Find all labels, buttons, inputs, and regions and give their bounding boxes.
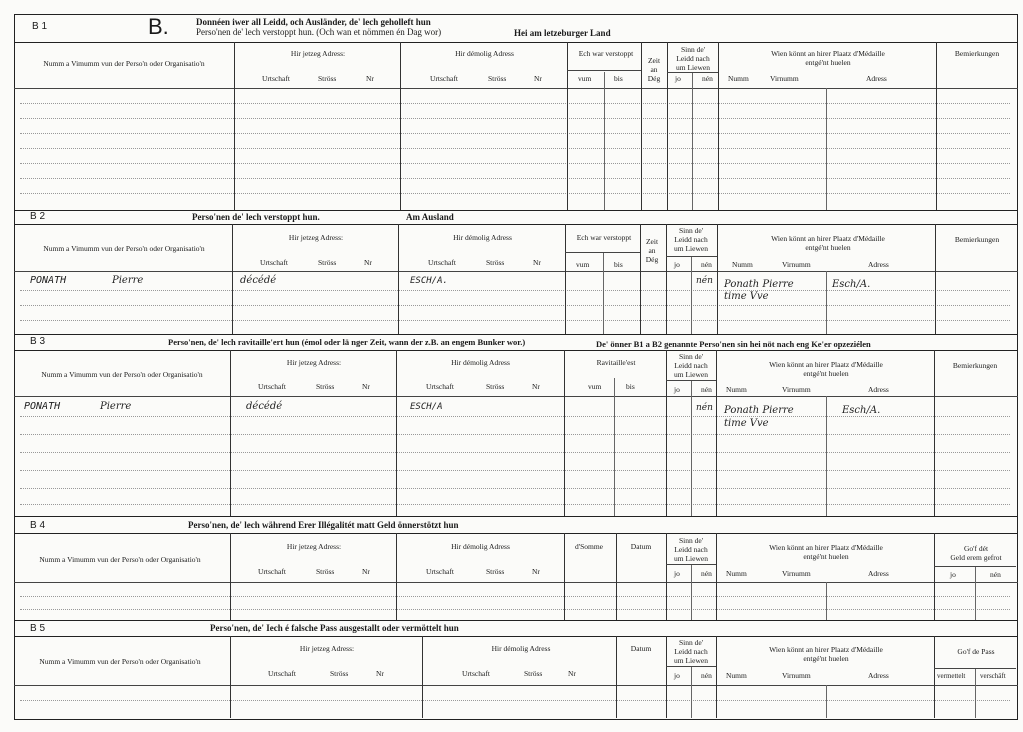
b2-col-hidden: Ech war verstoppt <box>576 233 632 242</box>
b3-col-ravit: Ravitaille'est <box>596 358 636 367</box>
b2-col-time-2: an <box>648 246 656 255</box>
b5-sub-stross-2: Ströss <box>524 669 543 678</box>
b2-title: Perso'nen de' lech verstoppt hun. <box>192 212 320 222</box>
b3-sub-bis: bis <box>626 382 635 391</box>
b1-col-info-2: entgé'nt huelen <box>805 58 851 67</box>
b2-sub-nr-1: Nr <box>364 258 372 267</box>
b2-entry-rec-addr: Esch/A. <box>832 279 871 290</box>
b4-sub-stross-2: Ströss <box>486 567 505 576</box>
b2-entry-rec-first: time Vve <box>724 291 769 302</box>
b1-col-alive-2: Leidd nach <box>676 54 710 63</box>
b1-col-alive-1: Sinn de' <box>680 45 706 54</box>
b3-col-name: Numm a Vimumm vun der Perso'n oder Organisatio'n <box>41 370 203 379</box>
b4-col-somme: d'Somme <box>574 542 604 551</box>
b5-sub-numm: Numm <box>726 671 747 680</box>
b3-col-alive-3: um Liewen <box>674 370 708 379</box>
b2-sub-nr-2: Nr <box>533 258 541 267</box>
b3-entry-alive: nén <box>696 403 713 413</box>
b1-col-hidden: Ech war verstoppt <box>578 49 634 58</box>
b5-col-alive-2: Leidd nach <box>674 647 708 656</box>
b2-col-info-1: Wien könnt an hirer Plaatz d'Médaille <box>771 234 885 243</box>
b1-sub-vum: vum <box>578 74 592 83</box>
b1-col-time-3: Dég <box>647 74 661 83</box>
section-code-b2: B 2 <box>30 211 46 222</box>
b1-sub-stross-1: Ströss <box>318 74 337 83</box>
b3-sub-adress: Adress <box>868 385 889 394</box>
b5-sub-jo: jo <box>674 671 680 680</box>
b4-sub-nr-2: Nr <box>532 567 540 576</box>
b5-col-addr-old: Hir démolig Adress <box>491 644 551 653</box>
b1-title-line1: Donnéen iwer all Leidd, och Ausländer, de' lech geholleft hun <box>196 17 431 27</box>
b4-sub-urtschaft-1: Urtschaft <box>258 567 286 576</box>
b3-sub-nr-2: Nr <box>532 382 540 391</box>
b1-sub-urtschaft-2: Urtschaft <box>430 74 458 83</box>
b4-sub-virnumm: Virnumm <box>782 569 811 578</box>
b2-col-addr-now: Hir jetzeg Adress: <box>288 233 344 242</box>
b3-col-addr-now: Hir jetzeg Adress: <box>286 358 342 367</box>
b3-sub-urtschaft-2: Urtschaft <box>426 382 454 391</box>
b5-sub-virnumm: Virnumm <box>782 671 811 680</box>
b1-col-addr-now: Hir jetzeg Adress: <box>290 49 346 58</box>
b2-col-time-1: Zeit <box>645 237 659 246</box>
b3-col-alive-2: Leidd nach <box>674 361 708 370</box>
b2-col-time-3: Dég <box>645 255 659 264</box>
b4-col-addr-old: Hir démolig Adress <box>451 542 510 551</box>
form-letter: B. <box>148 14 169 39</box>
b3-col-info-1: Wien könnt an hirer Plaatz d'Médaille <box>769 360 883 369</box>
b5-sub-stross-1: Ströss <box>330 669 349 678</box>
b2-sub-jo: jo <box>674 260 680 269</box>
b1-sub-bis: bis <box>614 74 623 83</box>
b1-col-time-2: an <box>650 65 658 74</box>
b4-sub-adress: Adress <box>868 569 889 578</box>
b5-col-name: Numm a Vimumm vun der Perso'n oder Organisatio'n <box>39 657 201 666</box>
b2-sub-numm: Numm <box>732 260 753 269</box>
b1-col-addr-old: Hir démolig Adress <box>455 49 514 58</box>
b1-col-name: Numm a Vimumm vun der Perso'n oder Organisatio'n <box>43 59 205 68</box>
section-code-b4: B 4 <box>30 520 46 531</box>
b3-col-remarks: Bemierkungen <box>952 361 998 370</box>
b1-sub-numm: Numm <box>728 74 749 83</box>
b2-sub-stross-2: Ströss <box>486 258 505 267</box>
b2-entry-rec-name: Ponath Pierre <box>724 279 794 290</box>
b4-col-info-1: Wien könnt an hirer Plaatz d'Médaille <box>769 543 883 552</box>
b5-col-pass: Go'f de Pass <box>957 647 995 656</box>
b2-title-right: Am Ausland <box>406 212 454 222</box>
b3-sub-virnumm: Virnumm <box>782 385 811 394</box>
b4-sub-numm: Numm <box>726 569 747 578</box>
b4-col-got-1: Go'f dét <box>963 544 989 553</box>
b2-entry-first: Pierre <box>112 275 144 286</box>
b5-sub-verm: vermettelt <box>937 672 966 680</box>
b2-col-remarks: Bemierkungen <box>954 235 1000 244</box>
section-code-b5: B 5 <box>30 623 46 634</box>
b2-sub-urtschaft-1: Urtschaft <box>260 258 288 267</box>
b3-sub-jo: jo <box>674 385 680 394</box>
b3-entry-name: PONATH <box>24 401 61 412</box>
b2-sub-adress: Adress <box>868 260 889 269</box>
b3-sub-stross-1: Ströss <box>316 382 335 391</box>
b4-sub-jo: jo <box>674 569 680 578</box>
b1-sub-nr-2: Nr <box>534 74 542 83</box>
b5-sub-nr-2: Nr <box>568 669 576 678</box>
b2-entry-name: PONATH <box>30 275 67 286</box>
b5-col-info-1: Wien könnt an hirer Plaatz d'Médaille <box>769 645 883 654</box>
b3-entry-addr-now: décédé <box>246 401 283 412</box>
b3-sub-vum: vum <box>588 382 602 391</box>
b2-col-info-2: entgé'nt huelen <box>805 243 851 252</box>
b4-col-addr-now: Hir jetzeg Adress: <box>286 542 342 551</box>
b1-title-line2: Perso'nen de' lech verstoppt hun. (Och wan et nömmen én Dag wor) <box>196 27 442 37</box>
b1-sub-adress: Adress <box>866 74 887 83</box>
b1-sub-nr-1: Nr <box>366 74 374 83</box>
b3-entry-addr-old: ESCH/A <box>410 402 443 412</box>
b3-sub-urtschaft-1: Urtschaft <box>258 382 286 391</box>
b2-entry-alive: nén <box>696 276 713 286</box>
b3-entry-rec-first: time Vve <box>724 418 769 429</box>
b4-col-alive-1: Sinn de' <box>678 536 704 545</box>
b3-sub-numm: Numm <box>726 385 747 394</box>
b2-sub-vum: vum <box>576 260 590 269</box>
b3-col-alive-1: Sinn de' <box>678 352 704 361</box>
b1-col-alive-3: um Liewen <box>676 63 710 72</box>
b1-col-info-1: Wien könnt an hirer Plaatz d'Médaille <box>771 49 885 58</box>
b4-col-info-2: entgé'nt huelen <box>803 552 849 561</box>
b3-title-right: De' önner B1 a B2 genannte Perso'nen sin hei nöt nach eng Ke'er opzeziélen <box>596 339 871 349</box>
b3-title: Perso'nen, de' lech ravitaille'ert hun (émol oder lä nger Zeit, wann der z.B. an engem Bunker wor.) <box>168 337 526 347</box>
b2-col-alive-2: Leidd nach <box>674 235 708 244</box>
b3-col-addr-old: Hir démolig Adress <box>451 358 510 367</box>
b4-col-got-2: Geld erem gefrot <box>950 553 1002 562</box>
b5-sub-adress: Adress <box>868 671 889 680</box>
b4-title: Perso'nen, de' lech während Erer Illégalitét matt Geld önnerstötzt hun <box>188 520 459 530</box>
b2-col-alive-3: um Liewen <box>674 244 708 253</box>
b4-col-alive-2: Leidd nach <box>674 545 708 554</box>
b5-title: Perso'nen, de' Iech é falsche Pass ausgestallt oder vermöttelt hun <box>210 623 459 633</box>
b4-sub-nen-2: nén <box>990 570 1001 579</box>
b5-sub-nr-1: Nr <box>376 669 384 678</box>
b3-entry-rec-name: Ponath Pierre <box>724 405 794 416</box>
b2-entry-addr-old: ESCH/A. <box>410 276 448 286</box>
b5-sub-urtschaft-1: Urtschaft <box>268 669 296 678</box>
b1-sub-nen: nén <box>702 74 713 83</box>
b2-sub-virnumm: Virnumm <box>782 260 811 269</box>
b3-entry-rec-addr: Esch/A. <box>842 405 881 416</box>
b1-sub-jo: jo <box>675 74 681 83</box>
b5-col-info-2: entgé'nt huelen <box>803 654 849 663</box>
b4-sub-stross-1: Ströss <box>316 567 335 576</box>
b2-sub-stross-1: Ströss <box>318 258 337 267</box>
b1-sub-urtschaft-1: Urtschaft <box>262 74 290 83</box>
b4-col-name: Numm a Vimumm vun der Perso'n oder Organisatio'n <box>39 555 201 564</box>
b4-sub-urtschaft-2: Urtschaft <box>426 567 454 576</box>
b1-title-right: Hei am letzeburger Land <box>514 28 611 38</box>
b3-sub-nr-1: Nr <box>362 382 370 391</box>
b5-col-alive-3: um Liewen <box>674 656 708 665</box>
b3-sub-stross-2: Ströss <box>486 382 505 391</box>
b5-sub-nen: nén <box>701 671 712 680</box>
b2-col-alive-1: Sinn de' <box>678 226 704 235</box>
b4-col-datum: Datum <box>630 542 652 551</box>
b1-sub-virnumm: Virnumm <box>770 74 799 83</box>
b4-sub-nen: nén <box>701 569 712 578</box>
b3-sub-nen: nén <box>701 385 712 394</box>
b5-col-alive-1: Sinn de' <box>678 638 704 647</box>
b5-sub-versch: verschäft <box>980 672 1006 680</box>
b3-entry-first: Pierre <box>100 401 132 412</box>
b1-sub-stross-2: Ströss <box>488 74 507 83</box>
b4-sub-nr-1: Nr <box>362 567 370 576</box>
b2-sub-nen: nén <box>701 260 712 269</box>
b5-sub-urtschaft-2: Urtschaft <box>462 669 490 678</box>
b5-col-datum: Datum <box>630 644 652 653</box>
b4-sub-jo-2: jo <box>950 570 956 579</box>
b2-entry-addr-now: décédé <box>240 275 277 286</box>
section-code-b1: B 1 <box>32 21 48 32</box>
b2-sub-urtschaft-2: Urtschaft <box>428 258 456 267</box>
b4-col-alive-3: um Liewen <box>674 554 708 563</box>
b1-col-time-1: Zeit <box>647 56 661 65</box>
b1-col-remarks: Bemierkungen <box>954 49 1000 58</box>
b3-col-info-2: entgé'nt huelen <box>803 369 849 378</box>
section-code-b3: B 3 <box>30 336 46 347</box>
b5-col-addr-now: Hir jetzeg Adress: <box>299 644 355 653</box>
b2-col-name: Numm a Vimumm vun der Perso'n oder Organisatio'n <box>43 244 205 253</box>
b2-sub-bis: bis <box>614 260 623 269</box>
b2-col-addr-old: Hir démolig Adress <box>453 233 512 242</box>
